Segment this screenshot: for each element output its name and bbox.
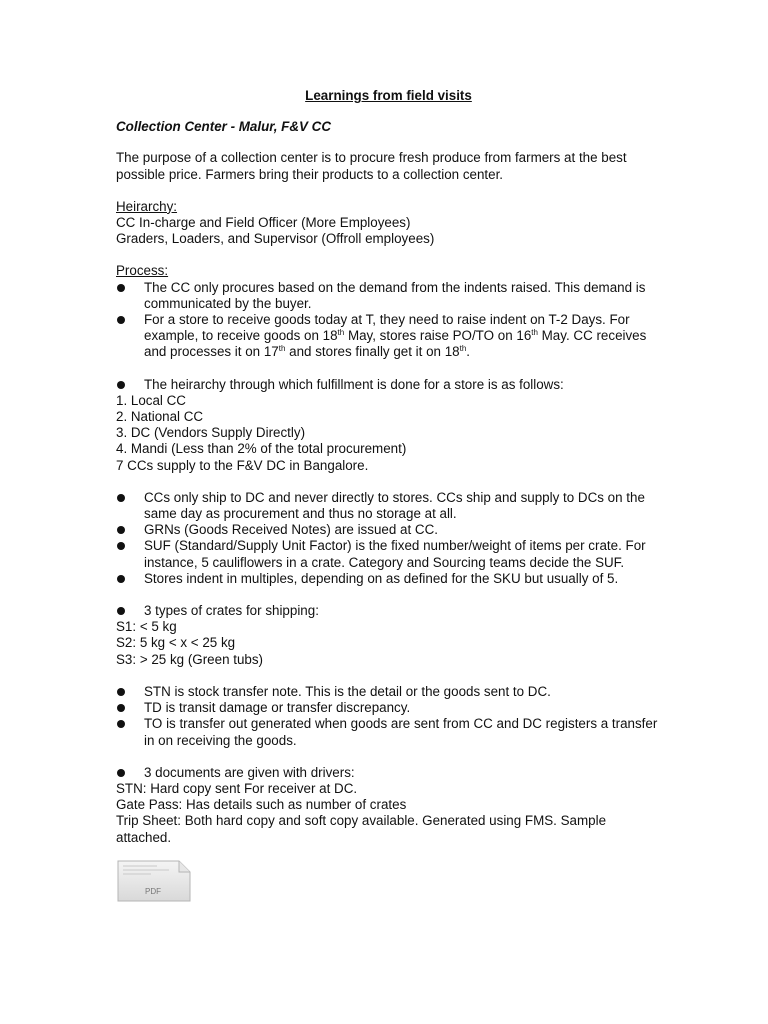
- list-item: For a store to receive goods today at T, they need to raise indent on T-2 Days. For example, to receive goods on 18th May, stores raise PO/TO on 16th May. CC receives and processes it on 17th and stores finally get it on 18th.: [116, 312, 661, 361]
- crate-line: S2: 5 kg < x < 25 kg: [116, 635, 236, 651]
- fulfillment-line: 1. Local CC: [116, 392, 186, 408]
- list-item: TO is transfer out generated when goods are sent from CC and DC registers a transfer in on receiving the goods.: [116, 716, 661, 748]
- hierarchy-line: CC In-charge and Field Officer (More Employees): [116, 215, 411, 231]
- fulfillment-line: 4. Mandi (Less than 2% of the total procurement): [116, 441, 407, 457]
- list-item: GRNs (Goods Received Notes) are issued at CC.: [116, 522, 661, 538]
- hierarchy-line: Graders, Loaders, and Supervisor (Offroll employees): [116, 231, 435, 247]
- transfer-list: [116, 684, 661, 749]
- list-item: CCs only ship to DC and never directly to stores. CCs ship and supply to DCs on the same day as procurement and thus no storage at all.: [116, 490, 661, 522]
- list-item: Stores indent in multiples, depending on as defined for the SKU but usually of 5.: [116, 571, 661, 587]
- crate-line: S3: > 25 kg (Green tubs): [116, 651, 264, 667]
- section-subtitle: Collection Center - Malur, F&V CC: [116, 119, 332, 135]
- document-line: Trip Sheet: Both hard copy and soft copy available. Generated using FMS. Sample attached.: [116, 813, 607, 845]
- crate-line: S1: < 5 kg: [116, 619, 177, 635]
- list-item: SUF (Standard/Supply Unit Factor) is the fixed number/weight of items per crate. For instance, 5 cauliflowers in a crate. Category and Sourcing teams decide the SUF.: [116, 538, 661, 570]
- fulfillment-line: 2. National CC: [116, 409, 204, 425]
- crates-list: [116, 603, 661, 619]
- document-page: [116, 88, 661, 846]
- fulfillment-line: 7 CCs supply to the F&V DC in Bangalore.: [116, 457, 369, 473]
- document-line: STN: Hard copy sent For receiver at DC.: [116, 780, 358, 796]
- list-item: The heirarchy through which fulfillment is done for a store is as follows:: [116, 377, 661, 393]
- hierarchy-heading: Heirarchy:: [116, 198, 178, 214]
- intro-paragraph: The purpose of a collection center is to procure fresh produce from farmers at the best possible price. Farmers bring their products to a collection center.: [116, 150, 627, 182]
- document-line: Gate Pass: Has details such as number of crates: [116, 797, 407, 813]
- document-title: Learnings from field visits: [305, 88, 472, 103]
- fulfillment-list: [116, 377, 661, 393]
- fulfillment-line: 3. DC (Vendors Supply Directly): [116, 425, 306, 441]
- dc-list: [116, 490, 661, 587]
- documents-list: [116, 765, 661, 781]
- process-heading: Process:: [116, 263, 169, 279]
- attachment-label: PDF: [145, 887, 161, 896]
- list-item: 3 types of crates for shipping:: [116, 603, 661, 619]
- process-list: [116, 280, 661, 361]
- list-item: STN is stock transfer note. This is the detail or the goods sent to DC.: [116, 684, 661, 700]
- list-item: 3 documents are given with drivers:: [116, 765, 661, 781]
- list-item: TD is transit damage or transfer discrepancy.: [116, 700, 661, 716]
- list-item: The CC only procures based on the demand from the indents raised. This demand is communicated by the buyer.: [116, 280, 661, 312]
